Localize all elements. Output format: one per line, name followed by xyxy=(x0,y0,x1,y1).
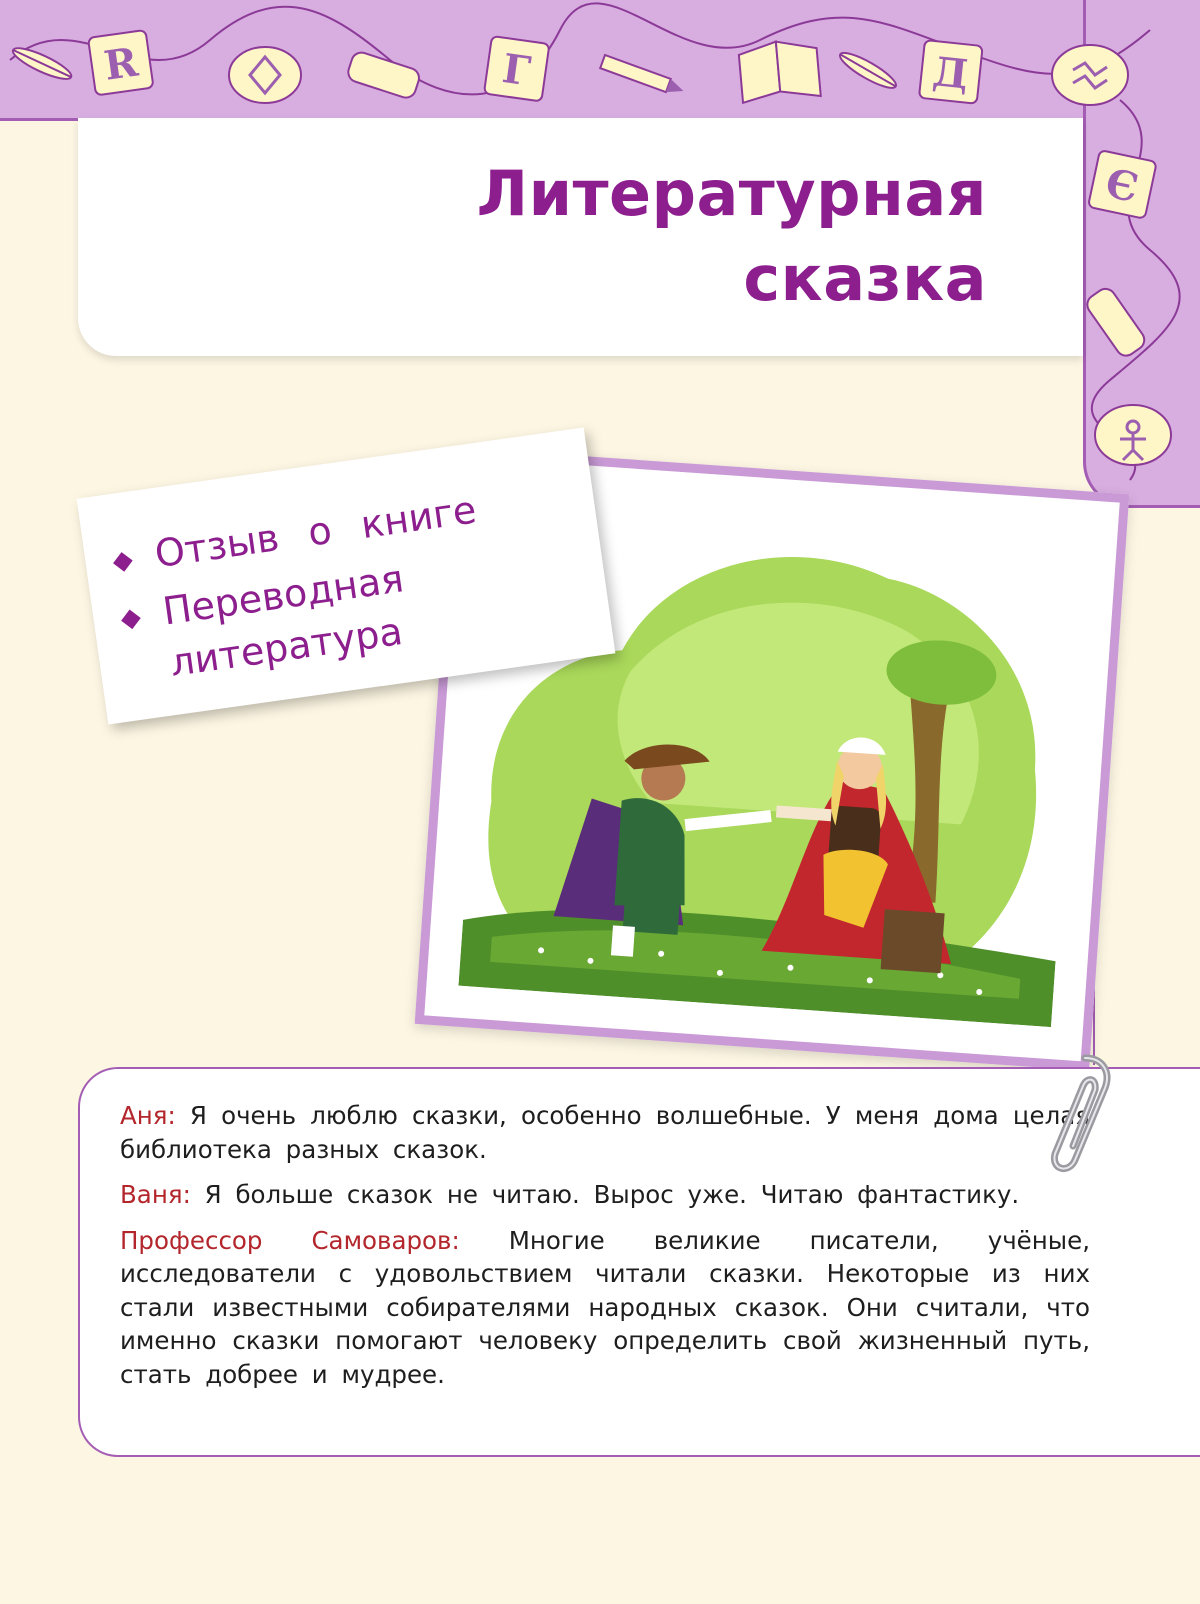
speaker-name: Аня: xyxy=(120,1101,176,1130)
letter-tile-icon xyxy=(919,40,983,104)
page-title-line-2: сказка xyxy=(743,242,987,315)
quill-icon xyxy=(10,43,75,85)
paperclip-icon xyxy=(1045,1050,1125,1180)
svg-text:Г: Г xyxy=(499,45,534,96)
svg-text:Є: Є xyxy=(1101,159,1143,213)
dialog-paragraph xyxy=(120,1178,1090,1212)
svg-text:Д: Д xyxy=(930,48,971,99)
quill-icon xyxy=(836,47,899,93)
speaker-name: Профессор Самоваров: xyxy=(120,1225,460,1255)
diamond-bullet-icon xyxy=(113,552,133,572)
dialog-box xyxy=(78,1067,1200,1457)
dialog-text xyxy=(120,1099,1090,1403)
letter-tile-icon xyxy=(484,36,550,102)
book-icon xyxy=(738,38,821,103)
topic-label: Переводная литература xyxy=(160,556,407,686)
scroll-icon xyxy=(346,50,422,100)
speech-text: Я больше сказок не читаю. Вырос уже. Читаю фантастику. xyxy=(204,1180,1020,1209)
topic-label: Отзыв о книге xyxy=(152,487,479,577)
stone-tablet-icon xyxy=(1052,45,1128,105)
dialog-paragraph xyxy=(120,1099,1090,1166)
speech-text: Я очень люблю сказки, особенно волшебные. У меня дома целая библиотека разных сказок. xyxy=(120,1101,1090,1164)
dialog-paragraph xyxy=(120,1224,1090,1392)
stone-tablet-icon xyxy=(229,47,301,103)
svg-text:R: R xyxy=(101,38,141,90)
page-title-line-1: Литературная xyxy=(476,157,987,230)
letter-tile-icon xyxy=(1088,150,1157,219)
stone-tablet-icon xyxy=(1095,405,1171,465)
title-card xyxy=(78,118,1083,356)
pencil-icon xyxy=(600,55,686,98)
letter-tile-icon xyxy=(88,30,154,96)
speaker-name: Ваня: xyxy=(120,1180,191,1209)
diamond-bullet-icon xyxy=(121,610,141,630)
speech-text: Многие великие писатели, учёные, исследователи с удовольствием читали сказки. Некоторые из них стали известными собирателями народных сказок. Они считали, что именно сказки помогают человеку определить свой жизненный путь, стать добрее и мудрее. xyxy=(120,1225,1090,1389)
scroll-icon xyxy=(1083,285,1148,360)
